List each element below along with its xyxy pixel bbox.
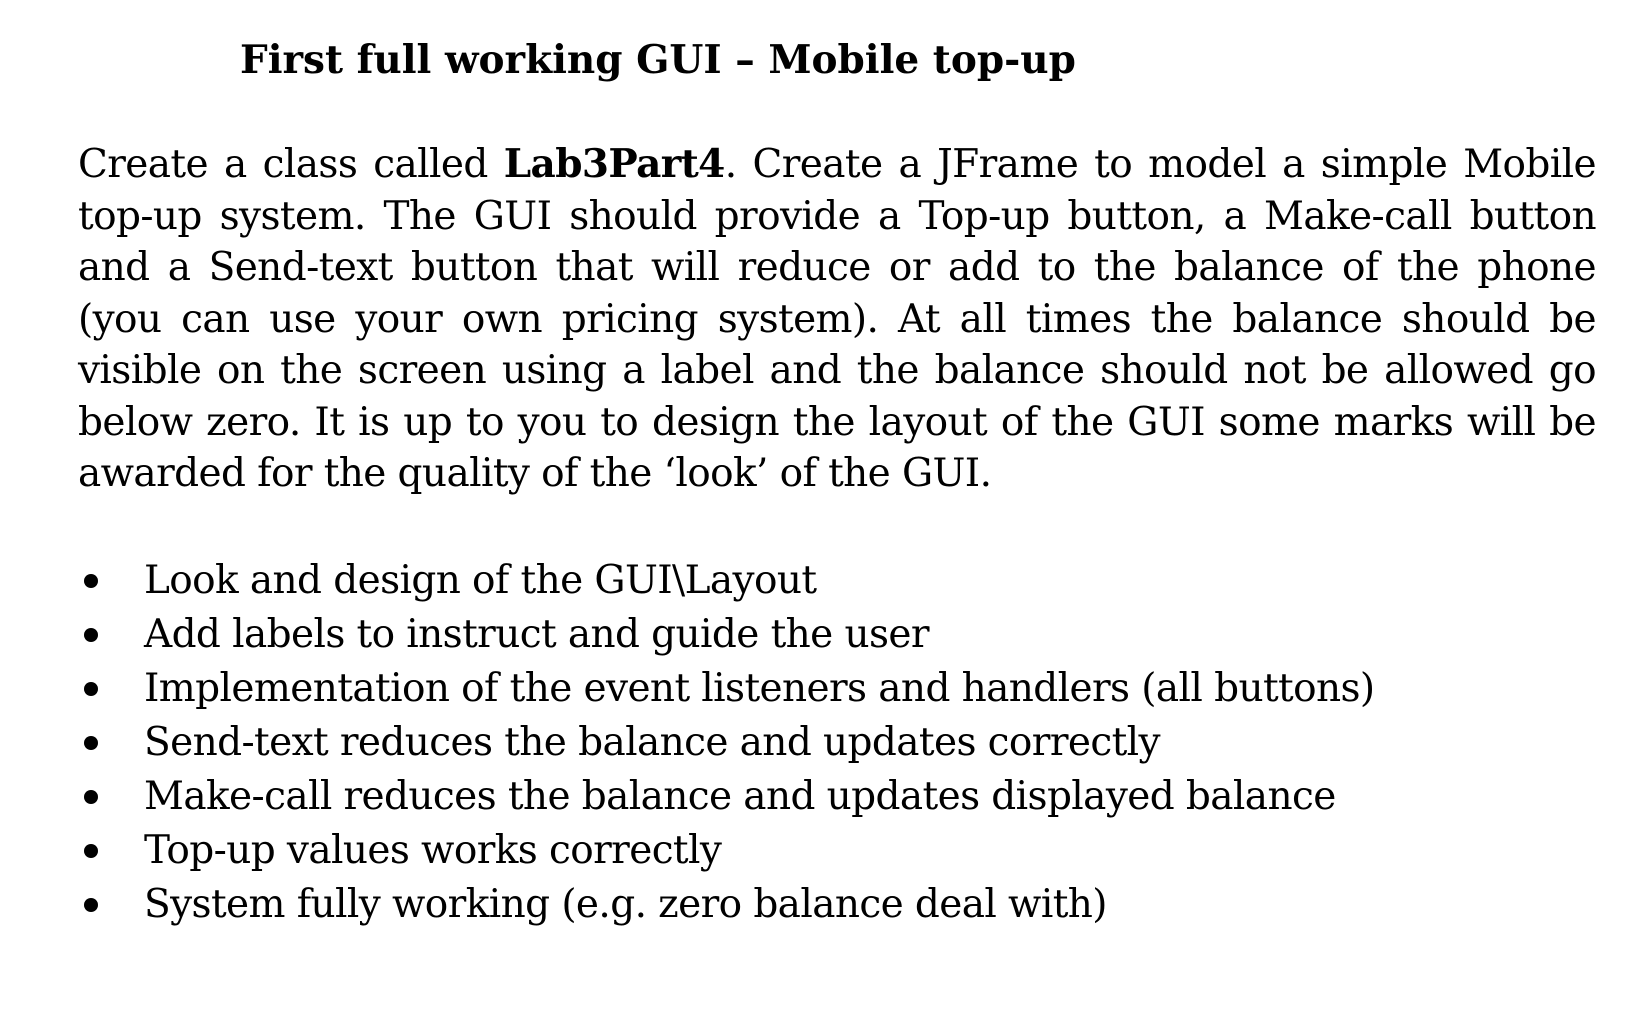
list-item-text: System fully working (e.g. zero balance deal with) (144, 882, 1107, 927)
bullet-icon (84, 790, 98, 804)
list-item-text: Make-call reduces the balance and updates displayed balance (144, 774, 1336, 819)
bullet-icon (84, 682, 98, 696)
class-name: Lab3Part4 (503, 141, 725, 187)
bullet-icon (84, 844, 98, 858)
list-item-text: Top-up values works correctly (144, 828, 722, 873)
description-body: . Create a JFrame to model a simple Mobile top-up system. The GUI should provide a Top-up button, a Make-call button and a Send-text button that will reduce or add to the balance of the phone (you can use your own pricing system). At all times the balance should be visible on the screen using a label and the balance should not be allowed go below zero. It is up to you to design the layout of the GUI some marks will be awarded for the quality of the ‘look’ of the GUI. (78, 142, 1596, 496)
list-item-text: Add labels to instruct and guide the user (144, 612, 929, 657)
page-title: First full working GUI – Mobile top-up (240, 37, 1076, 83)
list-item-text: Send-text reduces the balance and updates correctly (144, 720, 1160, 765)
bullet-icon (84, 736, 98, 750)
bullet-icon (84, 628, 98, 642)
bullet-icon (84, 898, 98, 912)
list-item-text: Implementation of the event listeners and handlers (all buttons) (144, 666, 1375, 711)
description-intro: Create a class called (78, 142, 504, 187)
task-description (78, 139, 1596, 500)
bullet-icon (84, 574, 98, 588)
list-item-text: Look and design of the GUI\Layout (144, 558, 817, 603)
